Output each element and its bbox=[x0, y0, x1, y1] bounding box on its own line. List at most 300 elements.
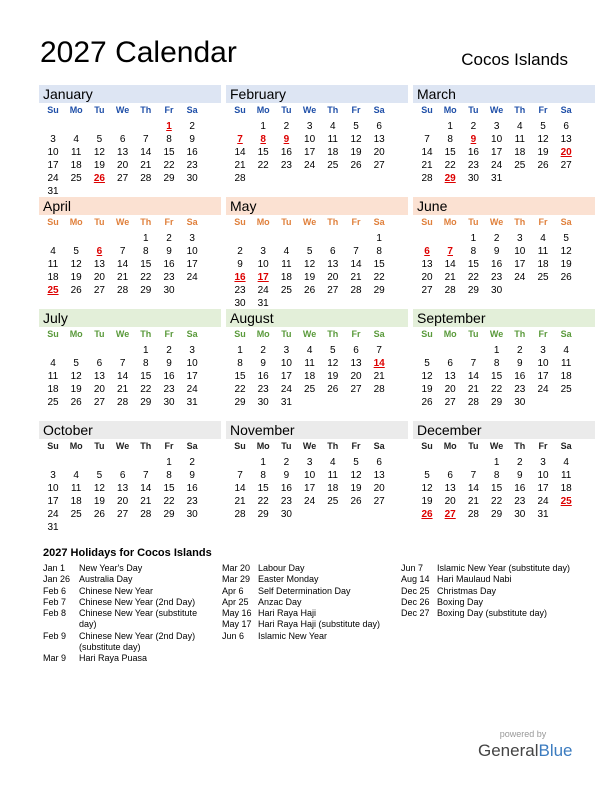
day-cell: 9 bbox=[166, 246, 172, 257]
day-cell: 26 bbox=[70, 285, 82, 296]
day-cell: 15 bbox=[140, 259, 152, 270]
weekday-label: Mo bbox=[256, 217, 270, 227]
month-july bbox=[39, 309, 221, 421]
month-header bbox=[413, 309, 595, 327]
weekday-label: Th bbox=[514, 329, 526, 339]
day-cell: 25 bbox=[304, 384, 316, 395]
weekday-label: Mo bbox=[443, 441, 457, 451]
day-cell: 6 bbox=[563, 121, 569, 132]
day-cell: 5 bbox=[353, 457, 359, 468]
month-march bbox=[413, 85, 595, 197]
day-cell: 24 bbox=[491, 160, 503, 171]
day-cell: 9 bbox=[260, 358, 266, 369]
month-header bbox=[39, 421, 221, 439]
day-cell: 4 bbox=[563, 457, 569, 468]
holiday-name: Boxing Day (substitute day) bbox=[437, 608, 548, 619]
day-cell: 2 bbox=[470, 121, 477, 132]
holiday-date: Mar 20 bbox=[222, 563, 251, 573]
day-cell: 28 bbox=[234, 509, 246, 520]
day-cell: 4 bbox=[50, 246, 56, 257]
day-cell: 22 bbox=[257, 160, 269, 171]
day-cell: 7 bbox=[119, 358, 126, 369]
day-cell: 30 bbox=[514, 397, 526, 408]
holiday-name: Hari Raya Haji bbox=[258, 608, 317, 619]
weekday-label: We bbox=[115, 441, 130, 451]
day-cell: 15 bbox=[234, 371, 246, 382]
day-cell: 19 bbox=[537, 147, 549, 158]
holiday-column bbox=[401, 563, 571, 619]
day-cell: 24 bbox=[47, 173, 59, 184]
day-cell: 27 bbox=[93, 285, 105, 296]
month-header bbox=[413, 421, 595, 439]
day-cell: 14 bbox=[350, 259, 362, 270]
holidays-title: 2027 Holidays for Cocos Islands bbox=[43, 547, 212, 559]
month-name: December bbox=[417, 422, 482, 438]
month-name: May bbox=[230, 198, 257, 214]
weekday-label: Sa bbox=[373, 441, 385, 451]
day-cell: 14 bbox=[444, 259, 456, 270]
weekday-label: Su bbox=[234, 441, 246, 451]
day-cell: 10 bbox=[304, 470, 316, 481]
day-cell: 28 bbox=[117, 397, 129, 408]
day-cell: 29 bbox=[163, 173, 175, 184]
holiday-day: 9 bbox=[470, 134, 477, 145]
day-cell: 26 bbox=[421, 397, 433, 408]
day-cell: 20 bbox=[421, 272, 433, 283]
day-cell: 20 bbox=[327, 272, 339, 283]
day-cell: 6 bbox=[353, 345, 359, 356]
weekday-label: Th bbox=[140, 329, 152, 339]
day-cell: 31 bbox=[537, 509, 549, 520]
weekday-label: Th bbox=[514, 105, 526, 115]
weekday-header bbox=[39, 329, 221, 341]
weekday-label: Mo bbox=[69, 329, 83, 339]
day-cell: 23 bbox=[163, 384, 175, 395]
holiday-date: Jan 26 bbox=[43, 574, 71, 585]
holiday-day: 25 bbox=[560, 496, 572, 507]
day-cell: 10 bbox=[47, 483, 59, 494]
day-cell: 15 bbox=[491, 371, 503, 382]
day-cell: 13 bbox=[117, 483, 129, 494]
weekday-label: Su bbox=[47, 329, 59, 339]
day-cell: 27 bbox=[373, 160, 385, 171]
day-cell: 12 bbox=[421, 483, 433, 494]
day-cell: 18 bbox=[560, 483, 572, 494]
day-cell: 30 bbox=[280, 509, 292, 520]
day-cell: 21 bbox=[467, 384, 479, 395]
weekday-header bbox=[39, 105, 221, 117]
day-cell: 22 bbox=[373, 272, 385, 283]
weekday-label: Sa bbox=[373, 105, 385, 115]
day-cell: 11 bbox=[537, 246, 549, 257]
day-cell: 21 bbox=[467, 496, 479, 507]
day-cell: 15 bbox=[467, 259, 479, 270]
day-cell: 3 bbox=[189, 233, 195, 244]
weekday-label: Su bbox=[421, 105, 433, 115]
day-cell: 30 bbox=[163, 397, 175, 408]
holiday-day: 26 bbox=[93, 173, 105, 184]
day-cell: 23 bbox=[514, 496, 526, 507]
day-cell: 29 bbox=[257, 509, 269, 520]
day-cell: 23 bbox=[280, 496, 292, 507]
day-cell: 22 bbox=[163, 496, 175, 507]
weekday-label: Mo bbox=[256, 441, 270, 451]
day-cell: 27 bbox=[373, 496, 385, 507]
day-cell: 4 bbox=[306, 345, 313, 356]
day-cell: 9 bbox=[283, 470, 290, 481]
day-cell: 18 bbox=[70, 160, 82, 171]
weekday-label: We bbox=[489, 329, 504, 339]
holiday-date: Aug 14 bbox=[401, 574, 430, 585]
day-cell: 15 bbox=[257, 147, 269, 158]
day-cell: 23 bbox=[257, 384, 269, 395]
day-cell: 7 bbox=[470, 358, 477, 369]
day-cell: 11 bbox=[560, 470, 572, 481]
holiday-item bbox=[43, 631, 213, 654]
weekday-label: Sa bbox=[186, 105, 198, 115]
holiday-item bbox=[43, 574, 213, 585]
weekday-label: Fr bbox=[351, 441, 361, 451]
day-cell: 20 bbox=[93, 272, 105, 283]
month-september bbox=[413, 309, 595, 421]
day-cell: 7 bbox=[143, 470, 149, 481]
weekday-label: We bbox=[489, 441, 504, 451]
month-header bbox=[226, 309, 408, 327]
page-title: 2027 Calendar bbox=[40, 36, 237, 69]
day-cell: 25 bbox=[70, 173, 82, 184]
month-header bbox=[413, 85, 595, 103]
day-cell: 12 bbox=[70, 259, 82, 270]
weekday-label: Th bbox=[140, 441, 152, 451]
holiday-day: 6 bbox=[424, 246, 430, 257]
day-cell: 19 bbox=[421, 496, 433, 507]
day-cell: 22 bbox=[140, 272, 152, 283]
day-cell: 2 bbox=[517, 345, 523, 356]
day-cell: 13 bbox=[327, 259, 339, 270]
day-cell: 19 bbox=[70, 272, 82, 283]
month-april bbox=[39, 197, 221, 309]
day-cell: 19 bbox=[421, 384, 433, 395]
day-cell: 6 bbox=[96, 358, 103, 369]
month-october bbox=[39, 421, 221, 533]
weekday-label: Fr bbox=[538, 105, 548, 115]
day-cell: 29 bbox=[140, 397, 152, 408]
day-cell: 8 bbox=[166, 470, 172, 481]
weekday-label: Tu bbox=[468, 217, 479, 227]
holiday-date: Mar 9 bbox=[43, 653, 67, 664]
day-cell: 5 bbox=[563, 233, 569, 244]
day-cell: 13 bbox=[93, 371, 105, 382]
day-cell: 6 bbox=[119, 134, 126, 145]
day-cell: 25 bbox=[47, 397, 59, 408]
month-february bbox=[226, 85, 408, 197]
holiday-item bbox=[222, 597, 392, 608]
weekday-header bbox=[413, 217, 595, 229]
day-cell: 19 bbox=[327, 371, 339, 382]
holiday-name: Anzac Day bbox=[258, 596, 302, 607]
day-cell: 18 bbox=[70, 496, 82, 507]
day-cell: 27 bbox=[421, 285, 433, 296]
day-cell: 26 bbox=[70, 397, 82, 408]
weekday-label: Sa bbox=[560, 441, 572, 451]
day-cell: 24 bbox=[304, 496, 316, 507]
month-header bbox=[226, 85, 408, 103]
day-cell: 8 bbox=[143, 358, 149, 369]
day-cell: 29 bbox=[373, 285, 385, 296]
weekday-label: We bbox=[489, 217, 504, 227]
day-cell: 24 bbox=[186, 384, 198, 395]
day-cell: 2 bbox=[283, 121, 290, 132]
weekday-label: Mo bbox=[443, 329, 457, 339]
holiday-day: 1 bbox=[166, 121, 172, 132]
month-name: June bbox=[417, 198, 448, 214]
weekday-label: Mo bbox=[256, 329, 270, 339]
weekday-label: Th bbox=[514, 217, 526, 227]
month-name: April bbox=[43, 198, 72, 214]
holiday-item bbox=[222, 574, 392, 585]
day-cell: 2 bbox=[283, 457, 290, 468]
day-cell: 13 bbox=[560, 134, 572, 145]
day-cell: 22 bbox=[491, 384, 503, 395]
day-cell: 1 bbox=[143, 233, 149, 244]
day-cell: 10 bbox=[537, 470, 549, 481]
day-cell: 17 bbox=[280, 371, 292, 382]
brand-logo[interactable] bbox=[478, 741, 573, 761]
day-cell: 15 bbox=[163, 147, 175, 158]
day-cell: 14 bbox=[117, 259, 129, 270]
day-cell: 3 bbox=[306, 457, 313, 468]
day-cell: 7 bbox=[353, 246, 359, 257]
day-cell: 11 bbox=[47, 371, 59, 382]
holiday-name: Hari Raya Haji (substitute day) bbox=[258, 619, 381, 630]
day-cell: 28 bbox=[117, 285, 129, 296]
day-cell: 19 bbox=[560, 259, 572, 270]
day-cell: 26 bbox=[327, 384, 339, 395]
day-cell: 17 bbox=[47, 160, 59, 171]
day-cell: 8 bbox=[237, 358, 243, 369]
day-cell: 16 bbox=[257, 371, 269, 382]
day-cell: 5 bbox=[424, 358, 430, 369]
weekday-label: Tu bbox=[94, 217, 105, 227]
day-cell: 11 bbox=[70, 483, 82, 494]
holiday-item bbox=[43, 608, 213, 631]
weekday-label: Fr bbox=[538, 441, 548, 451]
holiday-date: Dec 27 bbox=[401, 608, 430, 619]
day-cell: 6 bbox=[447, 470, 453, 481]
day-cell: 10 bbox=[47, 147, 59, 158]
month-name: January bbox=[43, 86, 93, 102]
day-cell: 12 bbox=[70, 371, 82, 382]
day-cell: 21 bbox=[140, 496, 152, 507]
day-cell: 23 bbox=[163, 272, 175, 283]
day-cell: 2 bbox=[260, 345, 266, 356]
day-cell: 14 bbox=[467, 483, 479, 494]
holiday-name: Boxing Day bbox=[437, 596, 484, 607]
day-cell: 7 bbox=[119, 246, 126, 257]
holiday-date: Apr 6 bbox=[222, 585, 244, 596]
weekday-label: Fr bbox=[164, 217, 174, 227]
weekday-label: Tu bbox=[468, 329, 479, 339]
holiday-name: Chinese New Year (substitute day) bbox=[79, 608, 198, 630]
day-cell: 30 bbox=[467, 173, 479, 184]
day-cell: 3 bbox=[283, 345, 290, 356]
day-cell: 1 bbox=[493, 457, 500, 468]
weekday-label: Su bbox=[421, 441, 433, 451]
day-cell: 17 bbox=[186, 371, 198, 382]
holiday-item bbox=[222, 619, 392, 630]
day-cell: 12 bbox=[93, 147, 105, 158]
day-cell: 3 bbox=[493, 121, 500, 132]
day-cell: 6 bbox=[119, 470, 126, 481]
day-cell: 21 bbox=[234, 160, 246, 171]
day-cell: 7 bbox=[237, 470, 243, 481]
day-cell: 4 bbox=[330, 121, 336, 132]
day-cell: 11 bbox=[327, 134, 338, 145]
day-cell: 28 bbox=[373, 384, 385, 395]
day-cell: 2 bbox=[237, 246, 243, 257]
day-cell: 26 bbox=[537, 160, 549, 171]
day-cell: 11 bbox=[560, 358, 572, 369]
day-cell: 2 bbox=[189, 457, 195, 468]
day-cell: 25 bbox=[327, 496, 339, 507]
day-cell: 5 bbox=[306, 246, 313, 257]
day-cell: 8 bbox=[470, 246, 477, 257]
weekday-label: Tu bbox=[94, 329, 105, 339]
weekday-header bbox=[226, 217, 408, 229]
day-cell: 17 bbox=[491, 147, 503, 158]
holiday-date: May 17 bbox=[222, 619, 252, 630]
weekday-label: Tu bbox=[281, 217, 292, 227]
weekday-header bbox=[39, 217, 221, 229]
day-cell: 4 bbox=[283, 246, 290, 257]
day-cell: 28 bbox=[234, 173, 246, 184]
day-cell: 26 bbox=[350, 496, 362, 507]
day-cell: 27 bbox=[350, 384, 362, 395]
holiday-day: 29 bbox=[444, 173, 456, 184]
holiday-day: 14 bbox=[373, 358, 385, 369]
day-cell: 16 bbox=[491, 259, 503, 270]
day-cell: 12 bbox=[560, 246, 572, 257]
day-cell: 18 bbox=[327, 147, 339, 158]
weekday-label: Su bbox=[421, 329, 433, 339]
holiday-name: Christmas Day bbox=[437, 585, 497, 596]
day-cell: 31 bbox=[47, 186, 59, 197]
weekday-header bbox=[413, 105, 595, 117]
day-cell: 17 bbox=[514, 259, 526, 270]
weekday-label: Fr bbox=[164, 329, 174, 339]
month-august bbox=[226, 309, 408, 421]
day-cell: 24 bbox=[537, 384, 549, 395]
day-cell: 29 bbox=[491, 397, 503, 408]
month-header bbox=[39, 197, 221, 215]
holiday-name: Self Determination Day bbox=[258, 585, 351, 596]
day-cell: 23 bbox=[280, 160, 292, 171]
day-cell: 25 bbox=[280, 285, 292, 296]
holiday-name: Labour Day bbox=[258, 563, 305, 573]
day-cell: 23 bbox=[234, 285, 246, 296]
day-cell: 5 bbox=[353, 121, 359, 132]
day-cell: 5 bbox=[96, 470, 103, 481]
day-cell: 25 bbox=[70, 509, 82, 520]
day-cell: 12 bbox=[304, 259, 316, 270]
day-cell: 30 bbox=[491, 285, 503, 296]
weekday-label: Mo bbox=[256, 105, 270, 115]
weekday-header bbox=[226, 105, 408, 117]
holiday-date: Apr 25 bbox=[222, 596, 249, 607]
day-cell: 15 bbox=[444, 147, 456, 158]
day-cell: 24 bbox=[47, 509, 59, 520]
day-cell: 16 bbox=[467, 147, 479, 158]
day-cell: 21 bbox=[350, 272, 362, 283]
holiday-day: 27 bbox=[444, 509, 456, 520]
day-cell: 8 bbox=[493, 470, 500, 481]
day-cell: 15 bbox=[491, 483, 503, 494]
holiday-day: 25 bbox=[47, 285, 59, 296]
holiday-name: Hari Raya Puasa bbox=[79, 653, 148, 664]
day-cell: 11 bbox=[47, 259, 59, 270]
day-cell: 16 bbox=[280, 147, 292, 158]
day-cell: 8 bbox=[166, 134, 172, 145]
month-header bbox=[413, 197, 595, 215]
day-cell: 11 bbox=[281, 259, 292, 270]
day-cell: 30 bbox=[234, 298, 246, 309]
day-cell: 2 bbox=[189, 121, 195, 132]
day-cell: 10 bbox=[304, 134, 316, 145]
holiday-name: Islamic New Year (substitute day) bbox=[437, 563, 571, 573]
day-cell: 14 bbox=[234, 147, 246, 158]
holiday-item bbox=[43, 653, 213, 664]
holiday-item bbox=[43, 586, 213, 597]
day-cell: 26 bbox=[560, 272, 572, 283]
day-cell: 6 bbox=[447, 358, 453, 369]
day-cell: 24 bbox=[514, 272, 526, 283]
weekday-label: Su bbox=[47, 105, 59, 115]
weekday-label: We bbox=[302, 441, 317, 451]
day-cell: 12 bbox=[327, 358, 339, 369]
weekday-label: Tu bbox=[94, 441, 105, 451]
day-cell: 6 bbox=[376, 457, 382, 468]
day-cell: 20 bbox=[350, 371, 362, 382]
day-cell: 20 bbox=[373, 147, 385, 158]
day-cell: 3 bbox=[50, 134, 56, 145]
day-cell: 24 bbox=[186, 272, 198, 283]
weekday-label: We bbox=[115, 105, 130, 115]
day-cell: 22 bbox=[444, 160, 456, 171]
day-cell: 28 bbox=[467, 397, 479, 408]
holiday-day: 7 bbox=[237, 134, 243, 145]
day-cell: 3 bbox=[540, 457, 546, 468]
day-cell: 15 bbox=[257, 483, 269, 494]
day-cell: 9 bbox=[189, 470, 195, 481]
weekday-label: Tu bbox=[281, 441, 292, 451]
day-cell: 29 bbox=[163, 509, 175, 520]
day-cell: 4 bbox=[330, 457, 336, 468]
day-cell: 5 bbox=[96, 134, 103, 145]
day-cell: 24 bbox=[257, 285, 269, 296]
holiday-item bbox=[401, 608, 571, 619]
weekday-label: Tu bbox=[468, 105, 479, 115]
day-cell: 17 bbox=[537, 371, 549, 382]
holiday-date: Feb 7 bbox=[43, 596, 67, 607]
month-name: February bbox=[230, 86, 287, 102]
weekday-label: Su bbox=[47, 441, 59, 451]
holiday-item bbox=[401, 586, 571, 597]
day-cell: 20 bbox=[117, 496, 129, 507]
weekday-label: Th bbox=[514, 441, 526, 451]
day-cell: 1 bbox=[166, 457, 172, 468]
day-cell: 21 bbox=[140, 160, 152, 171]
weekday-label: Sa bbox=[560, 329, 572, 339]
